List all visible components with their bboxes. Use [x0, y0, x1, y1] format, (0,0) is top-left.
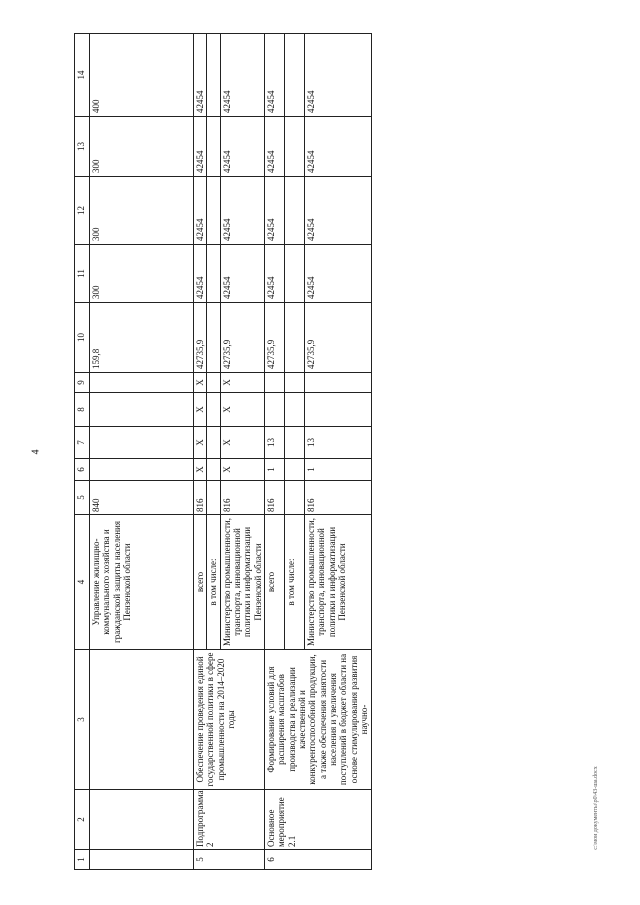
header-col-4: 4 — [75, 515, 90, 650]
header-col-14: 14 — [75, 34, 90, 117]
header-col-6: 6 — [75, 459, 90, 481]
code-cell: 840 — [90, 481, 194, 515]
amount-cell: 159,8 — [90, 303, 194, 373]
header-col-12: 12 — [75, 177, 90, 245]
table-row — [90, 34, 194, 870]
header-col-8: 8 — [75, 393, 90, 427]
table-row: в том числе: — [285, 34, 305, 870]
page-number: 4 — [30, 449, 42, 455]
row-name: Основное мероприятие 2.1 — [265, 790, 371, 850]
row-name: Подпрограмма 2 — [194, 790, 265, 850]
table-row: Министерство промышленности, транспорта, инновационной политики и информатизации Пензенской области 816 X X X X 42735,9 42454 42454 42454 42454 — [220, 34, 264, 870]
table-row: 6 Основное мероприятие 2.1 Формирование условий для расширения масштабов производства и реализации качественной и конкурентоспособной продукции, а также обеспечения занятости населения и увеличения поступлений в бюджет области на основе стимулирования развития научно- всего 816 1 13 42735,9 42454 42454 42454 42454 — [265, 34, 285, 870]
row-number: 6 — [265, 850, 371, 870]
header-col-13: 13 — [75, 117, 90, 177]
row-title: Формирование условий для расширения масштабов производства и реализации качественной и конкурентоспособной продукции, а также обеспечения занятости населения и увеличения поступлений в бюджет области на основе стимулирования развития научно- — [265, 650, 371, 790]
header-col-3: 3 — [75, 650, 90, 790]
agency-cell: Управление жилищно-коммунального хозяйства и гражданской защиты населения Пензенской области — [90, 515, 194, 650]
header-col-1: 1 — [75, 850, 90, 870]
rotated-table-container — [74, 34, 597, 870]
amount-cell: 300 — [90, 177, 194, 245]
table-row: Министерство промышленности, транспорта, инновационной политики и информатизации Пензенской области 816 1 13 42735,9 42454 42454 42454 42454 — [305, 34, 371, 870]
header-col-2: 2 — [75, 790, 90, 850]
amount-cell: 300 — [90, 245, 194, 303]
table-row: 5 Подпрограмма 2 Обеспечение проведения единой государственной политики в сфере промышленности на 2014–2020 годы всего 816 X X X X 42735,9 42454 42454 42454 42454 — [194, 34, 207, 870]
table-row: в том числе: — [207, 34, 220, 870]
amount-cell: 300 — [90, 117, 194, 177]
row-title: Обеспечение проведения единой государственной политики в сфере промышленности на 2014–2020 годы — [194, 650, 265, 790]
program-finance-table — [74, 33, 372, 870]
header-row — [75, 34, 90, 870]
footer-file-path: c:\мои документы\p0\43-ша.docx — [593, 766, 599, 850]
header-col-10: 10 — [75, 303, 90, 373]
header-col-9: 9 — [75, 373, 90, 393]
row-number: 5 — [194, 850, 265, 870]
header-col-7: 7 — [75, 427, 90, 459]
amount-cell: 400 — [90, 34, 194, 117]
header-col-11: 11 — [75, 245, 90, 303]
header-col-5: 5 — [75, 481, 90, 515]
